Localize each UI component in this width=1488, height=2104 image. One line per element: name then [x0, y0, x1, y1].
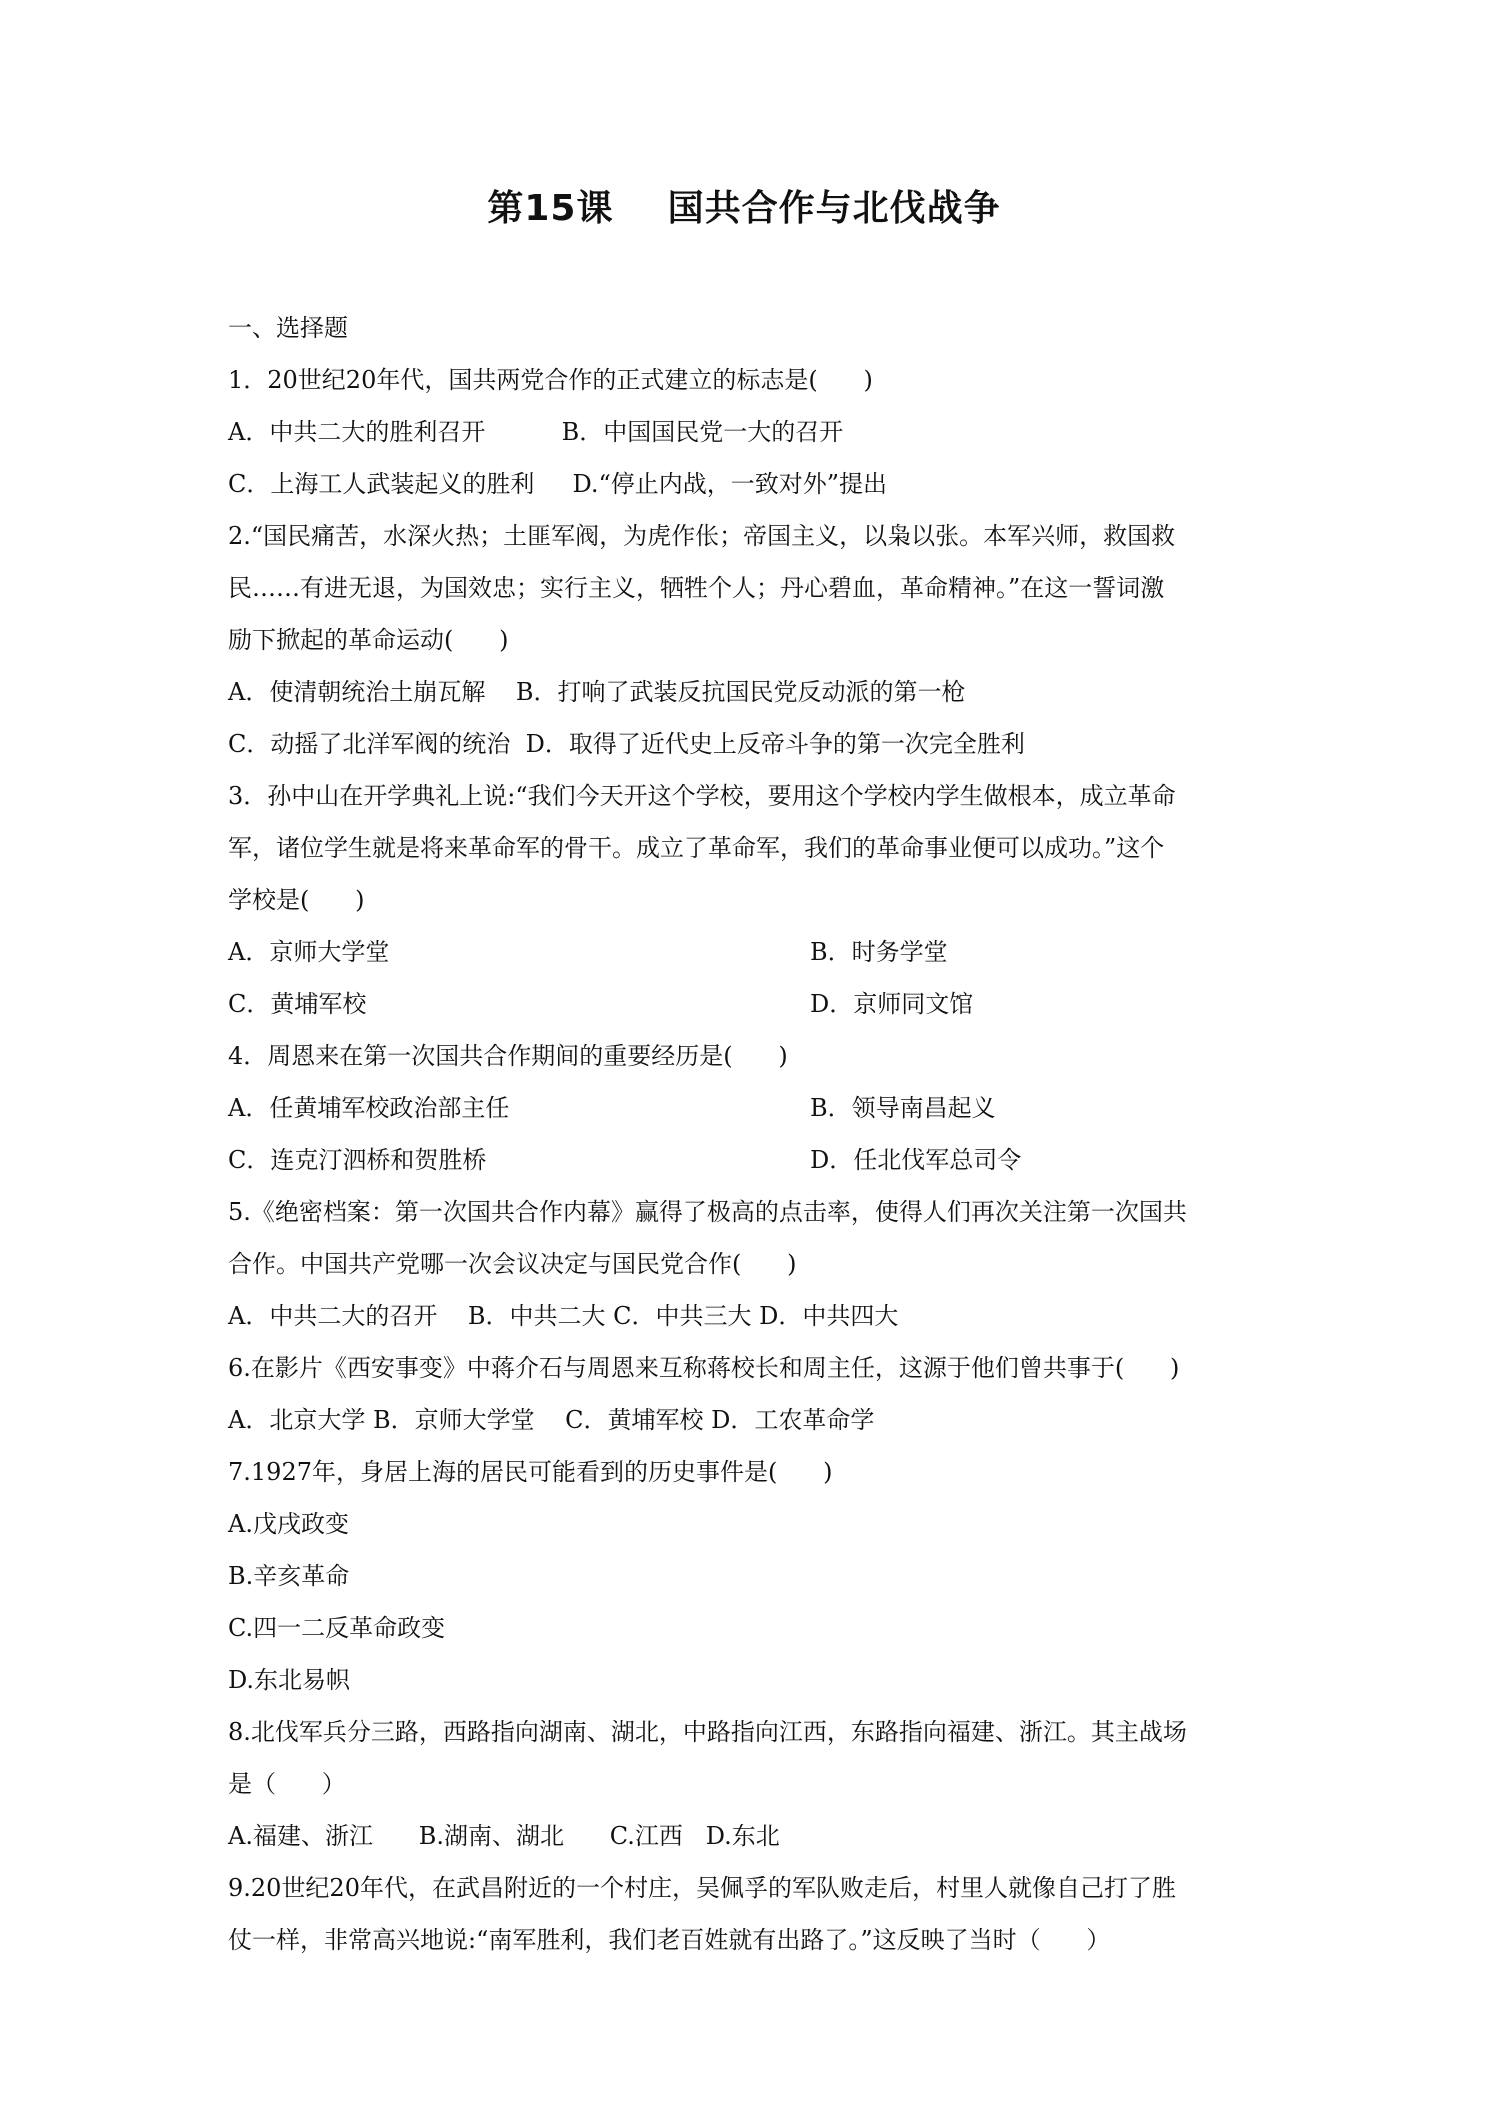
question-5-stem-line-1: 5.《绝密档案：第一次国共合作内幕》赢得了极高的点击率，使得人们再次关注第一次国共: [228, 1198, 1187, 1226]
question-3-option-a: A．京师大学堂: [228, 938, 390, 966]
question-3-option-c: C．黄埔军校: [228, 990, 367, 1018]
question-7-option-b: B.辛亥革命: [228, 1562, 350, 1590]
question-4-option-a: A．任黄埔军校政治部主任: [228, 1094, 510, 1122]
question-4-option-c: C．连克汀泗桥和贺胜桥: [228, 1146, 487, 1174]
question-2-options-ab: A．使清朝统治土崩瓦解 B．打响了武装反抗国民党反动派的第一枪: [228, 678, 966, 706]
page-title: 第15课 国共合作与北伐战争: [487, 188, 1001, 229]
question-3-stem-line-1: 3．孙中山在开学典礼上说:“我们今天开这个学校，要用这个学校内学生做根本，成立革命: [228, 782, 1176, 810]
question-3-option-d: D．京师同文馆: [810, 990, 974, 1018]
question-4-options-ab: [228, 1082, 1278, 1134]
question-8-stem-line-1: 8.北伐军兵分三路，西路指向湖南、湖北，中路指向江西，东路指向福建、浙江。其主战场: [228, 1718, 1187, 1746]
section-heading: 一、选择题: [228, 314, 348, 342]
question-list: [228, 302, 1278, 1966]
question-3-options-ab: [228, 926, 1278, 978]
question-7-option-c: C.四一二反革命政变: [228, 1614, 446, 1642]
question-4-options-cd: [228, 1134, 1278, 1186]
question-2-stem-line-2: 民……有进无退，为国效忠；实行主义，牺牲个人；丹心碧血，革命精神。”在这一誓词激: [228, 574, 1165, 602]
question-8-options: A.福建、浙江 B.湖南、湖北 C.江西 D.东北: [228, 1822, 780, 1850]
question-5-options: A．中共二大的召开 B．中共二大 C．中共三大 D．中共四大: [228, 1302, 899, 1330]
question-3-stem-line-2: 军，诸位学生就是将来革命军的骨干。成立了革命军，我们的革命事业便可以成功。”这个: [228, 834, 1165, 862]
question-3-stem-line-3: 学校是( ): [228, 886, 365, 914]
question-2-options-cd: C．动摇了北洋军阀的统治 D．取得了近代史上反帝斗争的第一次完全胜利: [228, 730, 1025, 758]
question-4-option-d: D．任北伐军总司令: [810, 1146, 1022, 1174]
question-4-stem: 4．周恩来在第一次国共合作期间的重要经历是( ): [228, 1042, 788, 1070]
question-7-option-d: D.东北易帜: [228, 1666, 351, 1694]
question-1-stem: 1．20世纪20年代，国共两党合作的正式建立的标志是( ): [228, 366, 873, 394]
question-8-stem-line-2: 是（ ）: [228, 1770, 346, 1798]
question-7-stem: 7.1927年，身居上海的居民可能看到的历史事件是( ): [228, 1458, 833, 1486]
question-1-options-cd: C．上海工人武装起义的胜利 D.“停止内战，一致对外”提出: [228, 470, 888, 498]
question-2-stem-line-3: 励下掀起的革命运动( ): [228, 626, 509, 654]
question-6-options: A．北京大学 B．京师大学堂 C．黄埔军校 D．工农革命学: [228, 1406, 875, 1434]
question-7-option-a: A.戊戌政变: [228, 1510, 349, 1538]
question-6-stem: 6.在影片《西安事变》中蒋介石与周恩来互称蒋校长和周主任，这源于他们曾共事于( ): [228, 1354, 1180, 1382]
question-2-stem-line-1: 2.“国民痛苦，水深火热；土匪军阀，为虎作伥；帝国主义，以枭以张。本军兴师，救国救: [228, 522, 1176, 550]
question-5-stem-line-2: 合作。中国共产党哪一次会议决定与国民党合作( ): [228, 1250, 797, 1278]
question-9-stem-line-1: 9.20世纪20年代，在武昌附近的一个村庄，吴佩孚的军队败走后，村里人就像自己打了胜: [228, 1874, 1176, 1902]
question-1-options-ab: A．中共二大的胜利召开 B．中国国民党一大的召开: [228, 418, 844, 446]
question-9-stem-line-2: 仗一样，非常高兴地说:“南军胜利，我们老百姓就有出路了。”这反映了当时（ ）: [228, 1926, 1111, 1954]
question-3-options-cd: [228, 978, 1278, 1030]
question-3-option-b: B．时务学堂: [810, 938, 948, 966]
question-4-option-b: B．领导南昌起义: [810, 1094, 996, 1122]
